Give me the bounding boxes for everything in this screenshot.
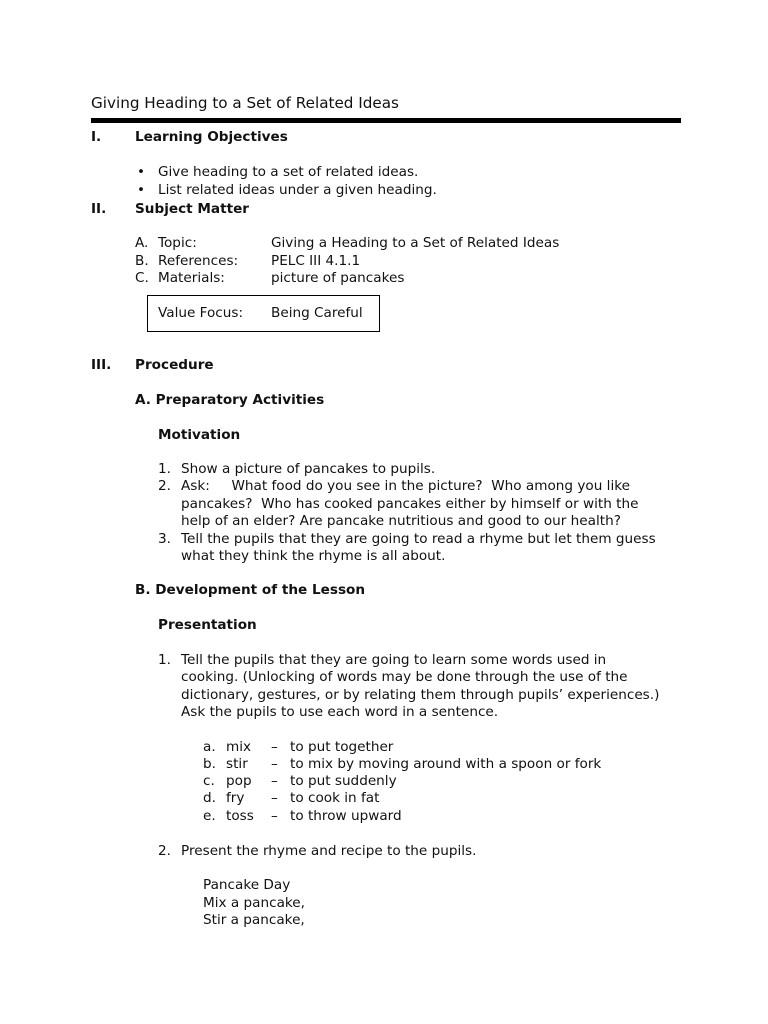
section-1-heading: Learning Objectives [135,129,288,145]
presentation-item-line: Ask the pupils to use each word in a sentence. [181,704,499,720]
section-3-number: III. [91,357,112,373]
bullet-dot: • [137,164,146,180]
subject-label: Topic: [158,235,197,251]
motivation-item-line: pancakes? Who has cooked pancakes either by himself or with the [181,496,639,512]
presentation-item-line: cooking. (Unlocking of words may be done through the use of the [181,669,628,685]
vocab-meaning: to put together [290,739,394,755]
presentation-item-line: dictionary, gestures, or by relating them through pupils’ experiences.) [181,687,660,703]
value-focus-value: Being Careful [271,305,363,321]
vocab-marker: b. [203,756,216,772]
vocab-marker: c. [203,773,215,789]
motivation-heading: Motivation [158,427,241,443]
presentation-heading: Presentation [158,617,257,633]
presentation-item: Present the rhyme and recipe to the pupils. [181,843,477,859]
vocab-word: stir [226,756,248,772]
vocab-meaning: to put suddenly [290,773,397,789]
vocab-meaning: to cook in fat [290,790,380,806]
section-2-number: II. [91,201,107,217]
title-rule [91,118,681,123]
motivation-marker: 3. [158,531,171,547]
subject-value: Giving a Heading to a Set of Related Ideas [271,235,560,251]
vocab-word: pop [226,773,252,789]
objective-item: Give heading to a set of related ideas. [158,164,419,180]
subsection-b-heading: B. Development of the Lesson [135,582,366,598]
vocab-meaning: to mix by moving around with a spoon or fork [290,756,602,772]
vocab-marker: a. [203,739,216,755]
vocab-dash: – [271,739,278,755]
motivation-item: Show a picture of pancakes to pupils. [181,461,436,477]
vocab-word: fry [226,790,245,806]
section-2-heading: Subject Matter [135,201,249,217]
presentation-marker: 1. [158,652,171,668]
subject-marker: B. [135,253,149,269]
presentation-marker: 2. [158,843,171,859]
vocab-dash: – [271,773,278,789]
motivation-item: Tell the pupils that they are going to read a rhyme but let them guess [181,531,656,547]
value-focus-label: Value Focus: [158,305,244,321]
section-1-number: I. [91,129,102,145]
bullet-dot: • [137,182,146,198]
objective-item: List related ideas under a given heading. [158,182,437,198]
motivation-item-line: help of an elder? Are pancake nutritious and good to our health? [181,513,621,529]
subject-label: References: [158,253,239,269]
subject-value: PELC III 4.1.1 [271,253,361,269]
presentation-item: Tell the pupils that they are going to learn some words used in [181,652,607,668]
vocab-dash: – [271,790,278,806]
vocab-dash: – [271,756,278,772]
section-3-heading: Procedure [135,357,214,373]
motivation-marker: 1. [158,461,171,477]
subject-label: Materials: [158,270,225,286]
vocab-meaning: to throw upward [290,808,402,824]
vocab-dash: – [271,808,278,824]
motivation-marker: 2. [158,478,171,494]
rhyme-line: Mix a pancake, [203,895,305,911]
vocab-word: toss [226,808,254,824]
subject-marker: A. [135,235,149,251]
rhyme-title: Pancake Day [203,877,291,893]
subject-marker: C. [135,270,149,286]
motivation-item-line: what they think the rhyme is all about. [181,548,446,564]
vocab-word: mix [226,739,252,755]
subsection-a-heading: A. Preparatory Activities [135,392,325,408]
vocab-marker: e. [203,808,216,824]
motivation-item: Ask: What food do you see in the picture? Who among you like [181,478,630,494]
page-title: Giving Heading to a Set of Related Ideas [91,94,399,112]
vocab-marker: d. [203,790,216,806]
subject-value: picture of pancakes [271,270,405,286]
rhyme-line: Stir a pancake, [203,912,305,928]
